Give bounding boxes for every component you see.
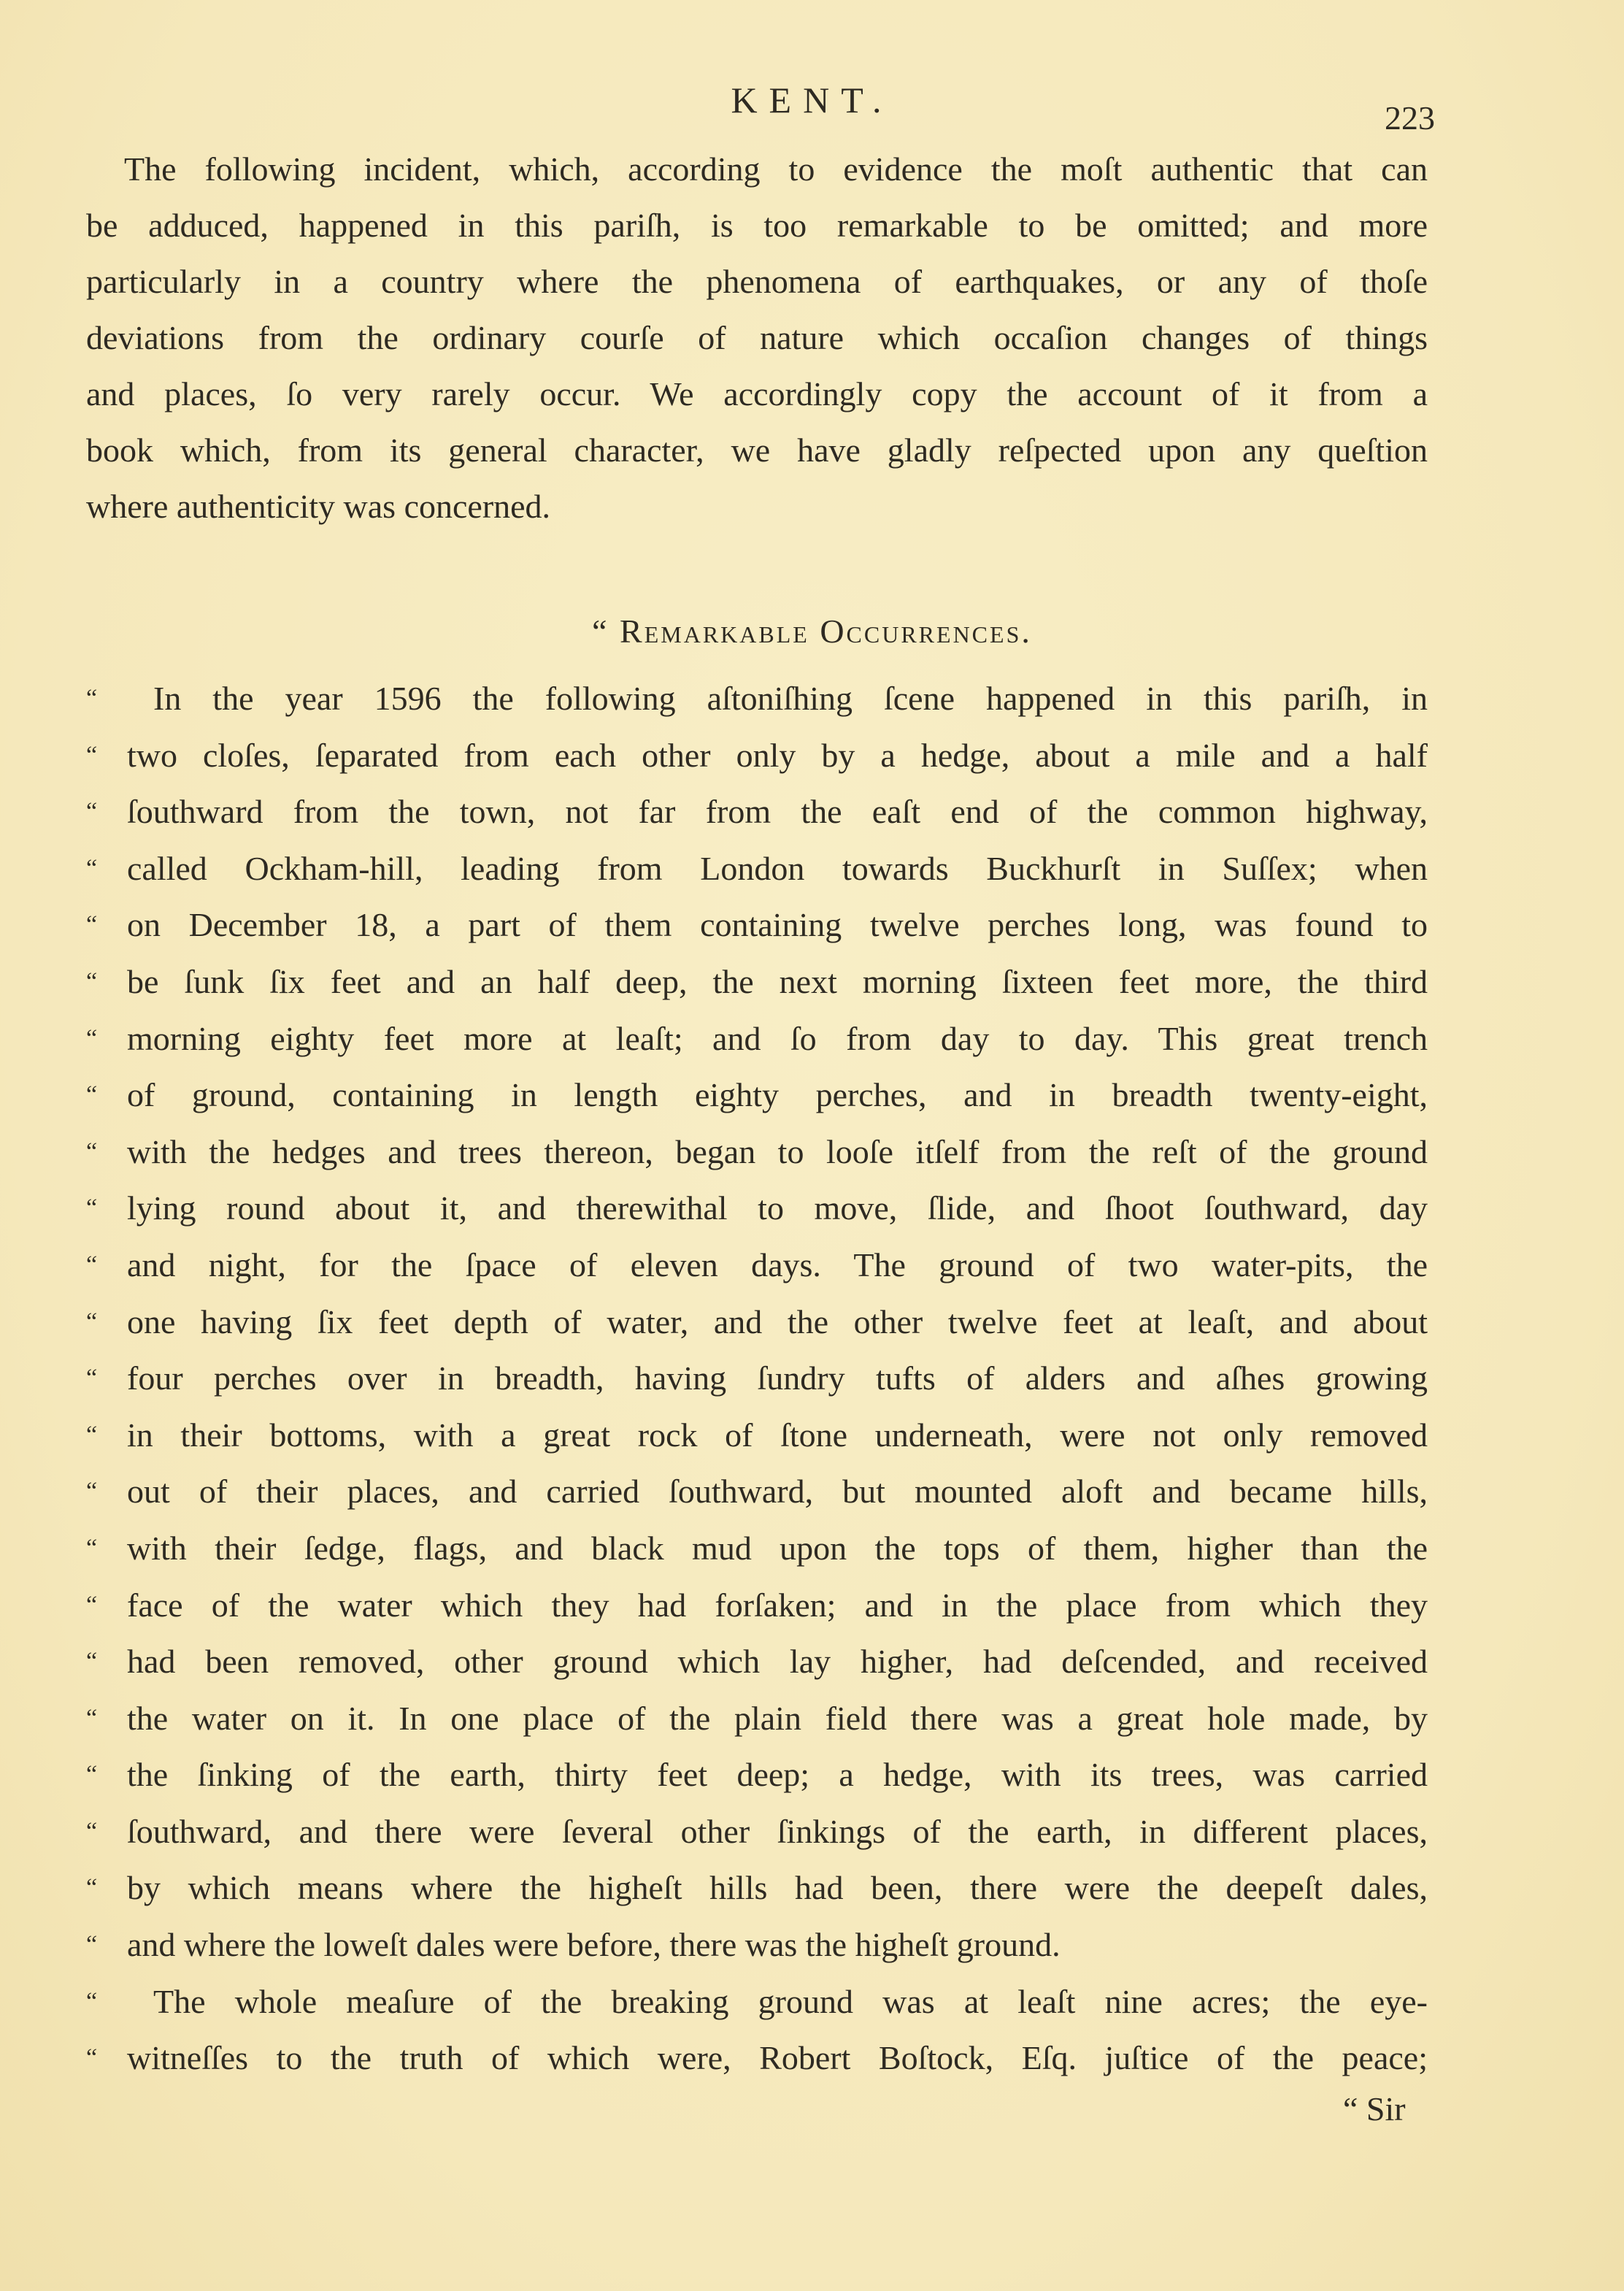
quote-line: “ with their ſedge, flags, and black mud upon the tops of them, higher than the	[86, 1520, 1428, 1577]
intro-line: be adduced, happened in this pariſh, is too remarkable to be omitted; and more	[86, 207, 1428, 244]
quote-mark: “	[86, 1817, 98, 1845]
quote-line: “ The whole meaſure of the breaking ground was at leaſt nine acres; the eye-	[86, 1973, 1428, 2030]
quote-mark: “	[86, 1478, 98, 1505]
quote-line: “ on December 18, a part of them containing twelve perches long, was found to	[86, 897, 1428, 953]
quote-mark: “	[86, 798, 98, 826]
quote-line: “ and night, for the ſpace of eleven days. The ground of two water-pits, the	[86, 1237, 1428, 1294]
quote-mark: “	[86, 911, 98, 939]
quote-mark: “	[86, 1194, 98, 1222]
quote-line: “ had been removed, other ground which lay higher, had deſcended, and received	[86, 1633, 1428, 1690]
quote-line: “ in their bottoms, with a great rock of ſtone underneath, were not only removed	[86, 1407, 1428, 1464]
quote-mark: “	[86, 1761, 98, 1789]
quote-line: “ lying round about it, and therewithal to move, ſlide, and ſhoot ſouthward, day	[86, 1180, 1428, 1237]
quoted-account	[86, 670, 1428, 2087]
quote-mark: “	[86, 1081, 98, 1109]
quote-line: “ called Ockham-hill, leading from London towards Buckhurſt in Suſſex; when	[86, 840, 1428, 897]
quote-line: “ of ground, containing in length eighty perches, and in breadth twenty-eight,	[86, 1067, 1428, 1124]
quote-mark: “	[86, 1874, 98, 1902]
quote-mark: “	[86, 1704, 98, 1732]
quote-mark: “	[86, 967, 98, 995]
quote-line: “ by which means where the higheſt hills had been, there were the deepeſt dales,	[86, 1860, 1428, 1916]
quote-line: “ the ſinking of the earth, thirty feet deep; a hedge, with its trees, was carried	[86, 1746, 1428, 1803]
intro-line: and places, ſo very rarely occur. We accordingly copy the account of it from a	[86, 375, 1428, 412]
quote-line: “ with the hedges and trees thereon, began to looſe itſelf from the reſt of the ground	[86, 1124, 1428, 1181]
intro-line: The following incident, which, according to evidence the moſt authentic that can	[124, 150, 1428, 188]
quote-line: “ out of their places, and carried ſouthward, but mounted aloft and became hills,	[86, 1463, 1428, 1520]
quote-line: “ two cloſes, ſeparated from each other only by a hedge, about a mile and a half	[86, 727, 1428, 784]
quote-line: “ the water on it. In one place of the plain field there was a great hole made, by	[86, 1690, 1428, 1747]
quote-line: “ witneſſes to the truth of which were, Robert Boſtock, Eſq. juſtice of the peace;	[86, 2030, 1428, 2087]
intro-line: particularly in a country where the phenomena of earthquakes, or any of thoſe	[86, 263, 1428, 300]
quote-mark: “	[86, 685, 98, 712]
intro-line: book which, from its general character, we have gladly reſpected upon any queſtion	[86, 431, 1428, 469]
quote-mark: “	[86, 1931, 98, 1959]
quote-mark: “	[86, 1648, 98, 1676]
intro-line: deviations from the ordinary courſe of nature which occaſion changes of things	[86, 319, 1428, 356]
quote-line: “ In the year 1596 the following aſtoniſhing ſcene happened in this pariſh, in	[86, 670, 1428, 727]
quote-line: “ be ſunk ſix feet and an half deep, the next morning ſixteen feet more, the third	[86, 953, 1428, 1010]
quote-mark: “	[86, 1024, 98, 1052]
quote-line: “ morning eighty feet more at leaſt; and ſo from day to day. This great trench	[86, 1010, 1428, 1067]
quote-line: “ face of the water which they had forſaken; and in the place from which they	[86, 1577, 1428, 1634]
intro-line: where authenticity was concerned.	[86, 488, 551, 525]
quote-line: “ four perches over in breadth, having ſundry tufts of alders and aſhes growing	[86, 1350, 1428, 1407]
quote-line: “ and where the loweſt dales were before, there was the higheſt ground.	[86, 1916, 1428, 1973]
quote-line: “ ſouthward, and there were ſeveral other ſinkings of the earth, in different places,	[86, 1803, 1428, 1860]
quote-mark: “	[86, 2044, 98, 2072]
quote-mark: “	[86, 1308, 98, 1335]
quote-mark: “	[86, 1251, 98, 1278]
quote-line: “ ſouthward from the town, not far from the eaſt end of the common highway,	[86, 783, 1428, 840]
quote-mark: “	[86, 1421, 98, 1448]
quote-mark: “	[86, 1534, 98, 1562]
quote-line: “ one having ſix feet depth of water, and the other twelve feet at leaſt, and about	[86, 1294, 1428, 1351]
section-heading: “ Remarkable Occurrences.	[592, 613, 1032, 650]
quote-mark: “	[86, 1591, 98, 1619]
quote-mark: “	[86, 741, 98, 769]
quote-mark: “	[86, 854, 98, 882]
running-head: KENT.	[731, 80, 893, 120]
catchword: “ Sir	[1343, 2090, 1406, 2127]
page-number: 223	[1385, 99, 1435, 137]
quote-mark: “	[86, 1365, 98, 1392]
quote-mark: “	[86, 1987, 98, 2015]
intro-paragraph	[86, 141, 1428, 534]
quote-mark: “	[86, 1137, 98, 1165]
